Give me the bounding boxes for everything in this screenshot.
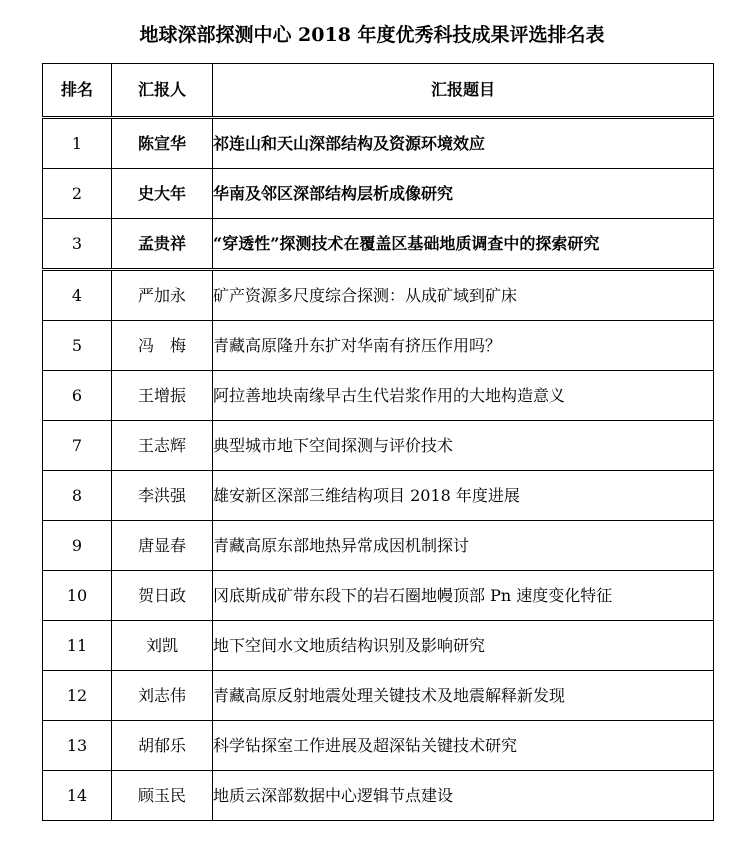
rank-cell: 6 — [43, 371, 112, 421]
rank-cell: 3 — [43, 219, 112, 270]
header-topic: 汇报题目 — [213, 64, 714, 118]
table-row — [43, 771, 714, 821]
table-row — [43, 621, 714, 671]
presenter-cell: 唐显春 — [112, 521, 213, 571]
topic-cell: 雄安新区深部三维结构项目 2018 年度进展 — [213, 471, 714, 521]
rank-cell: 8 — [43, 471, 112, 521]
topic-cell: “穿透性”探测技术在覆盖区基础地质调查中的探索研究 — [213, 219, 714, 270]
table-row — [43, 270, 714, 321]
header-presenter: 汇报人 — [112, 64, 213, 118]
presenter-cell: 史大年 — [112, 169, 213, 219]
table-row — [43, 421, 714, 471]
topic-cell: 矿产资源多尺度综合探测：从成矿域到矿床 — [213, 270, 714, 321]
presenter-cell: 李洪强 — [112, 471, 213, 521]
presenter-cell: 孟贵祥 — [112, 219, 213, 270]
presenter-cell: 王增振 — [112, 371, 213, 421]
rank-cell: 1 — [43, 118, 112, 169]
rank-cell: 12 — [43, 671, 112, 721]
presenter-cell: 陈宣华 — [112, 118, 213, 169]
table-row — [43, 371, 714, 421]
topic-cell: 地质云深部数据中心逻辑节点建设 — [213, 771, 714, 821]
presenter-cell: 严加永 — [112, 270, 213, 321]
table-row — [43, 118, 714, 169]
topic-cell: 青藏高原东部地热异常成因机制探讨 — [213, 521, 714, 571]
presenter-cell: 王志辉 — [112, 421, 213, 471]
header-rank: 排名 — [43, 64, 112, 118]
rank-cell: 4 — [43, 270, 112, 321]
rank-cell: 7 — [43, 421, 112, 471]
table-row — [43, 169, 714, 219]
rank-cell: 14 — [43, 771, 112, 821]
rank-cell: 11 — [43, 621, 112, 671]
rank-cell: 10 — [43, 571, 112, 621]
topic-cell: 典型城市地下空间探测与评价技术 — [213, 421, 714, 471]
table-header-row — [43, 64, 714, 118]
rank-cell: 13 — [43, 721, 112, 771]
ranking-table — [42, 63, 714, 821]
presenter-cell: 刘凯 — [112, 621, 213, 671]
presenter-cell: 刘志伟 — [112, 671, 213, 721]
topic-cell: 阿拉善地块南缘早古生代岩浆作用的大地构造意义 — [213, 371, 714, 421]
table-row — [43, 471, 714, 521]
table-row — [43, 521, 714, 571]
topic-cell: 地下空间水文地质结构识别及影响研究 — [213, 621, 714, 671]
rank-cell: 9 — [43, 521, 112, 571]
topic-cell: 华南及邻区深部结构层析成像研究 — [213, 169, 714, 219]
topic-cell: 科学钻探室工作进展及超深钻关键技术研究 — [213, 721, 714, 771]
page-title: 地球深部探测中心 2018 年度优秀科技成果评选排名表 — [139, 24, 605, 46]
rank-cell: 5 — [43, 321, 112, 371]
topic-cell: 青藏高原隆升东扩对华南有挤压作用吗？ — [213, 321, 714, 371]
presenter-cell: 顾玉民 — [112, 771, 213, 821]
topic-cell: 祁连山和天山深部结构及资源环境效应 — [213, 118, 714, 169]
table-row — [43, 219, 714, 270]
topic-cell: 冈底斯成矿带东段下的岩石圈地幔顶部 Pn 速度变化特征 — [213, 571, 714, 621]
table-row — [43, 321, 714, 371]
presenter-cell: 冯 梅 — [112, 321, 213, 371]
presenter-cell: 贺日政 — [112, 571, 213, 621]
presenter-cell: 胡郁乐 — [112, 721, 213, 771]
rank-cell: 2 — [43, 169, 112, 219]
topic-cell: 青藏高原反射地震处理关键技术及地震解释新发现 — [213, 671, 714, 721]
table-row — [43, 721, 714, 771]
table-row — [43, 671, 714, 721]
table-row — [43, 571, 714, 621]
